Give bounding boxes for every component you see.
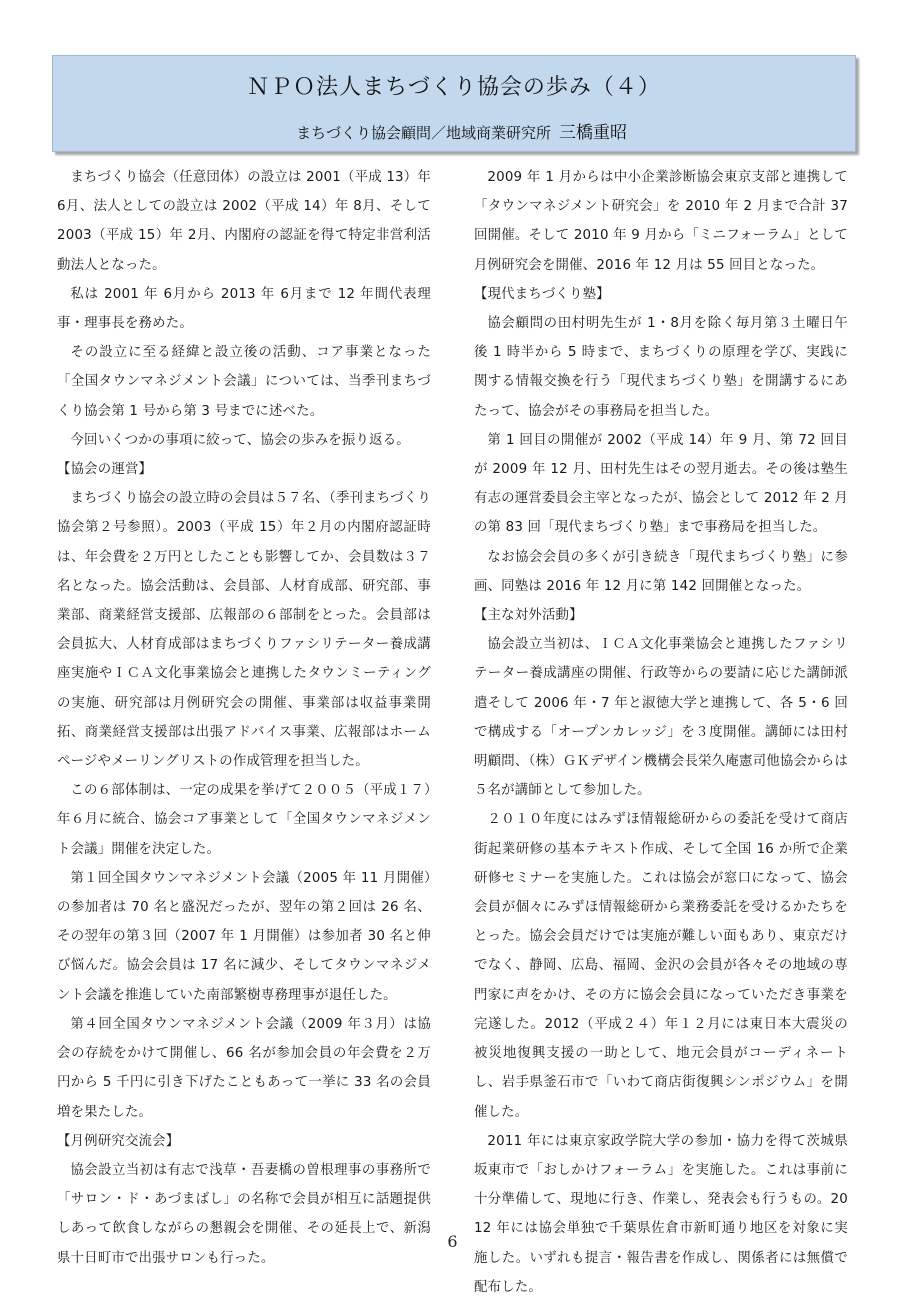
paragraph: 協会設立当初は有志で浅草・吾妻橋の曽根理事の事務所で「サロン・ド・あづまばし」の名称で会員が相互に話題提供しあって飲食しながらの懇親会を開催、その延長上で、新潟県十日町市で出張サロンも行った。 (57, 1162, 431, 1266)
byline (296, 118, 627, 143)
page-number: 6 (447, 1232, 458, 1251)
author-affiliation: まちづくり協会顧問／地域商業研究所 (296, 124, 551, 142)
paragraph: 協会顧問の田村明先生が 1・8月を除く毎月第３土曜日午後 1 時半から 5 時まで、まちづくりの原理を学び、実践に関する情報交換を行う「現代まちづくり塾」を開講するにあたって、協会がその事務局を担当した。 (474, 316, 848, 419)
paragraph: 2009 年 1 月からは中小企業診断協会東京支部と連携して「タウンマネジメント研究会」を 2010 年 2 月まで合計 37 回開催。そして 2010 年 9 月から「ミニフォーラム」として月例研究会を開催、2016 年 12 月は 55 回目となった。 (474, 170, 848, 273)
paragraph: 第１回全国タウンマネジメント会議（2005 年 11 月開催）の参加者は 70 名と盛況だったが、翌年の第２回は 26 名、その翌年の第３回（2007 年 1 月開催）は参加者 30 名と伸び悩んだ。協会会員は 17 名に減少、そしてタウンマネジメント会議を推進していた南部繁樹専務理事が退任した。 (57, 870, 431, 1003)
paragraph: 第 1 回目の開催が 2002（平成 14）年 9 月、第 72 回目が 2009 年 12 月、田村先生はその翌月逝去。その後は塾生有志の運営委員会主宰となったが、協会として 2012 年 2 月の第 83 回「現代まちづくり塾」まで事務局を担当した。 (474, 432, 849, 536)
paragraph: 今回いくつかの事項に絞って、協会の歩みを振り返る。 (70, 432, 410, 448)
article-title: ＮＰＯ法人まちづくり協会の歩み（４） (247, 75, 661, 100)
left-column (57, 163, 431, 1273)
article-header (52, 55, 856, 152)
paragraph: ２０１０年度にはみずほ情報総研からの委託を受けて商店街起業研修の基本テキスト作成、そして全国 16 か所で企業研修セミナーを実施した。これは協会が窓口になって、協会会員が個々にみずほ情報総研から業務委託を受けるかたちをとった。協会会員だけでは実施が難しい面もあり、東京だけでなく、静岡、広島、福岡、金沢の会員が各々その地域の専門家に声をかけ、その方に協会会員になっていただき事業を完遂した。2012（平成２４）年１２月には東日本大震災の被災地復興支援の一助として、地元会員がコーディネートし、岩手県釜石市で「いわて商店街復興シンポジウム」を開催した。 (474, 812, 848, 1120)
section-heading: 【現代まちづくり塾】 (474, 286, 610, 302)
author-name: 三橋重昭 (559, 123, 627, 143)
paragraph: なお協会会員の多くが引き続き「現代まちづくり塾」に参画、同塾は 2016 年 12 月に第 142 回開催となった。 (474, 549, 848, 594)
section-heading: 【月例研究交流会】 (57, 1133, 180, 1149)
paragraph: 私は 2001 年 6月から 2013 年 6月まで 12 年間代表理事・理事長を務めた。 (57, 286, 431, 332)
paragraph: この６部体制は、一定の成果を挙げて２００５（平成１７）年６月に統合、協会コア事業として「全国タウンマネジメント会議」開催を決定した。 (57, 783, 431, 857)
paragraph: まちづくり協会の設立時の会員は５７名、（季刊まちづくり協会第２号参照）。2003（平成 15）年２月の内閣府認証時は、年会費を２万円としたことも影響してか、会員数は３７名となった。協会活動は、会員部、人材育成部、研究部、事業部、商業経営支援部、広報部の６部制をとった。会員部は会員拡大、人材育成部はまちづくりファシリテーター養成講座実施やＩＣＡ文化事業協会と連携したタウンミーティングの実施、研究部は月例研究会の開催、事業部は収益事業開拓、商業経営支援部は出張アドバイス事業、広報部はホームページやメーリングリストの作成管理を担当した。 (57, 491, 431, 770)
right-column (474, 163, 848, 1302)
paragraph: まちづくり協会（任意団体）の設立は 2001（平成 13）年 6月、法人としての設立は 2002（平成 14）年 8月、そして 2003（平成 15）年 2月、内閣府の認証を得て特定非営利活動法人となった。 (57, 170, 431, 273)
paragraph: その設立に至る経緯と設立後の活動、コア事業となった「全国タウンマネジメント会議」については、当季刊まちづくり協会第 1 号から第 3 号までに述べた。 (57, 345, 431, 419)
section-heading: 【主な対外活動】 (474, 608, 583, 624)
paragraph: 2011 年には東京家政学院大学の参加・協力を得て茨城県坂東市で「おしかけフォーラム」を実施した。これは事前に十分準備して、現地に行き、作業し、発表会も行うもの。2012 年には協会単独で千葉県佐倉市新町通り地区を対象に実施した。いずれも提言・報告書を作成し、関係者には無償で配布した。 (474, 1133, 848, 1295)
paragraph: 協会設立当初は、ＩＣＡ文化事業協会と連携したファシリテーター養成講座の開催、行政等からの要請に応じた講師派遣そして 2006 年・7 年と淑徳大学と連携して、各 5・6 回で構成する「オープンカレッジ」を３度開催。講師には田村明顧問、（株）ＧＫデザイン機構会長栄久庵憲司他協会からは５名が講師として参加した。 (474, 637, 848, 799)
section-heading: 【協会の運営】 (57, 462, 153, 478)
paragraph: 第４回全国タウンマネジメント会議（2009 年３月）は協会の存続をかけて開催し、66 名が参加会員の年会費を２万円から 5 千円に引き下げたこともあって一挙に 33 名の会員増を果たした。 (57, 1016, 431, 1120)
